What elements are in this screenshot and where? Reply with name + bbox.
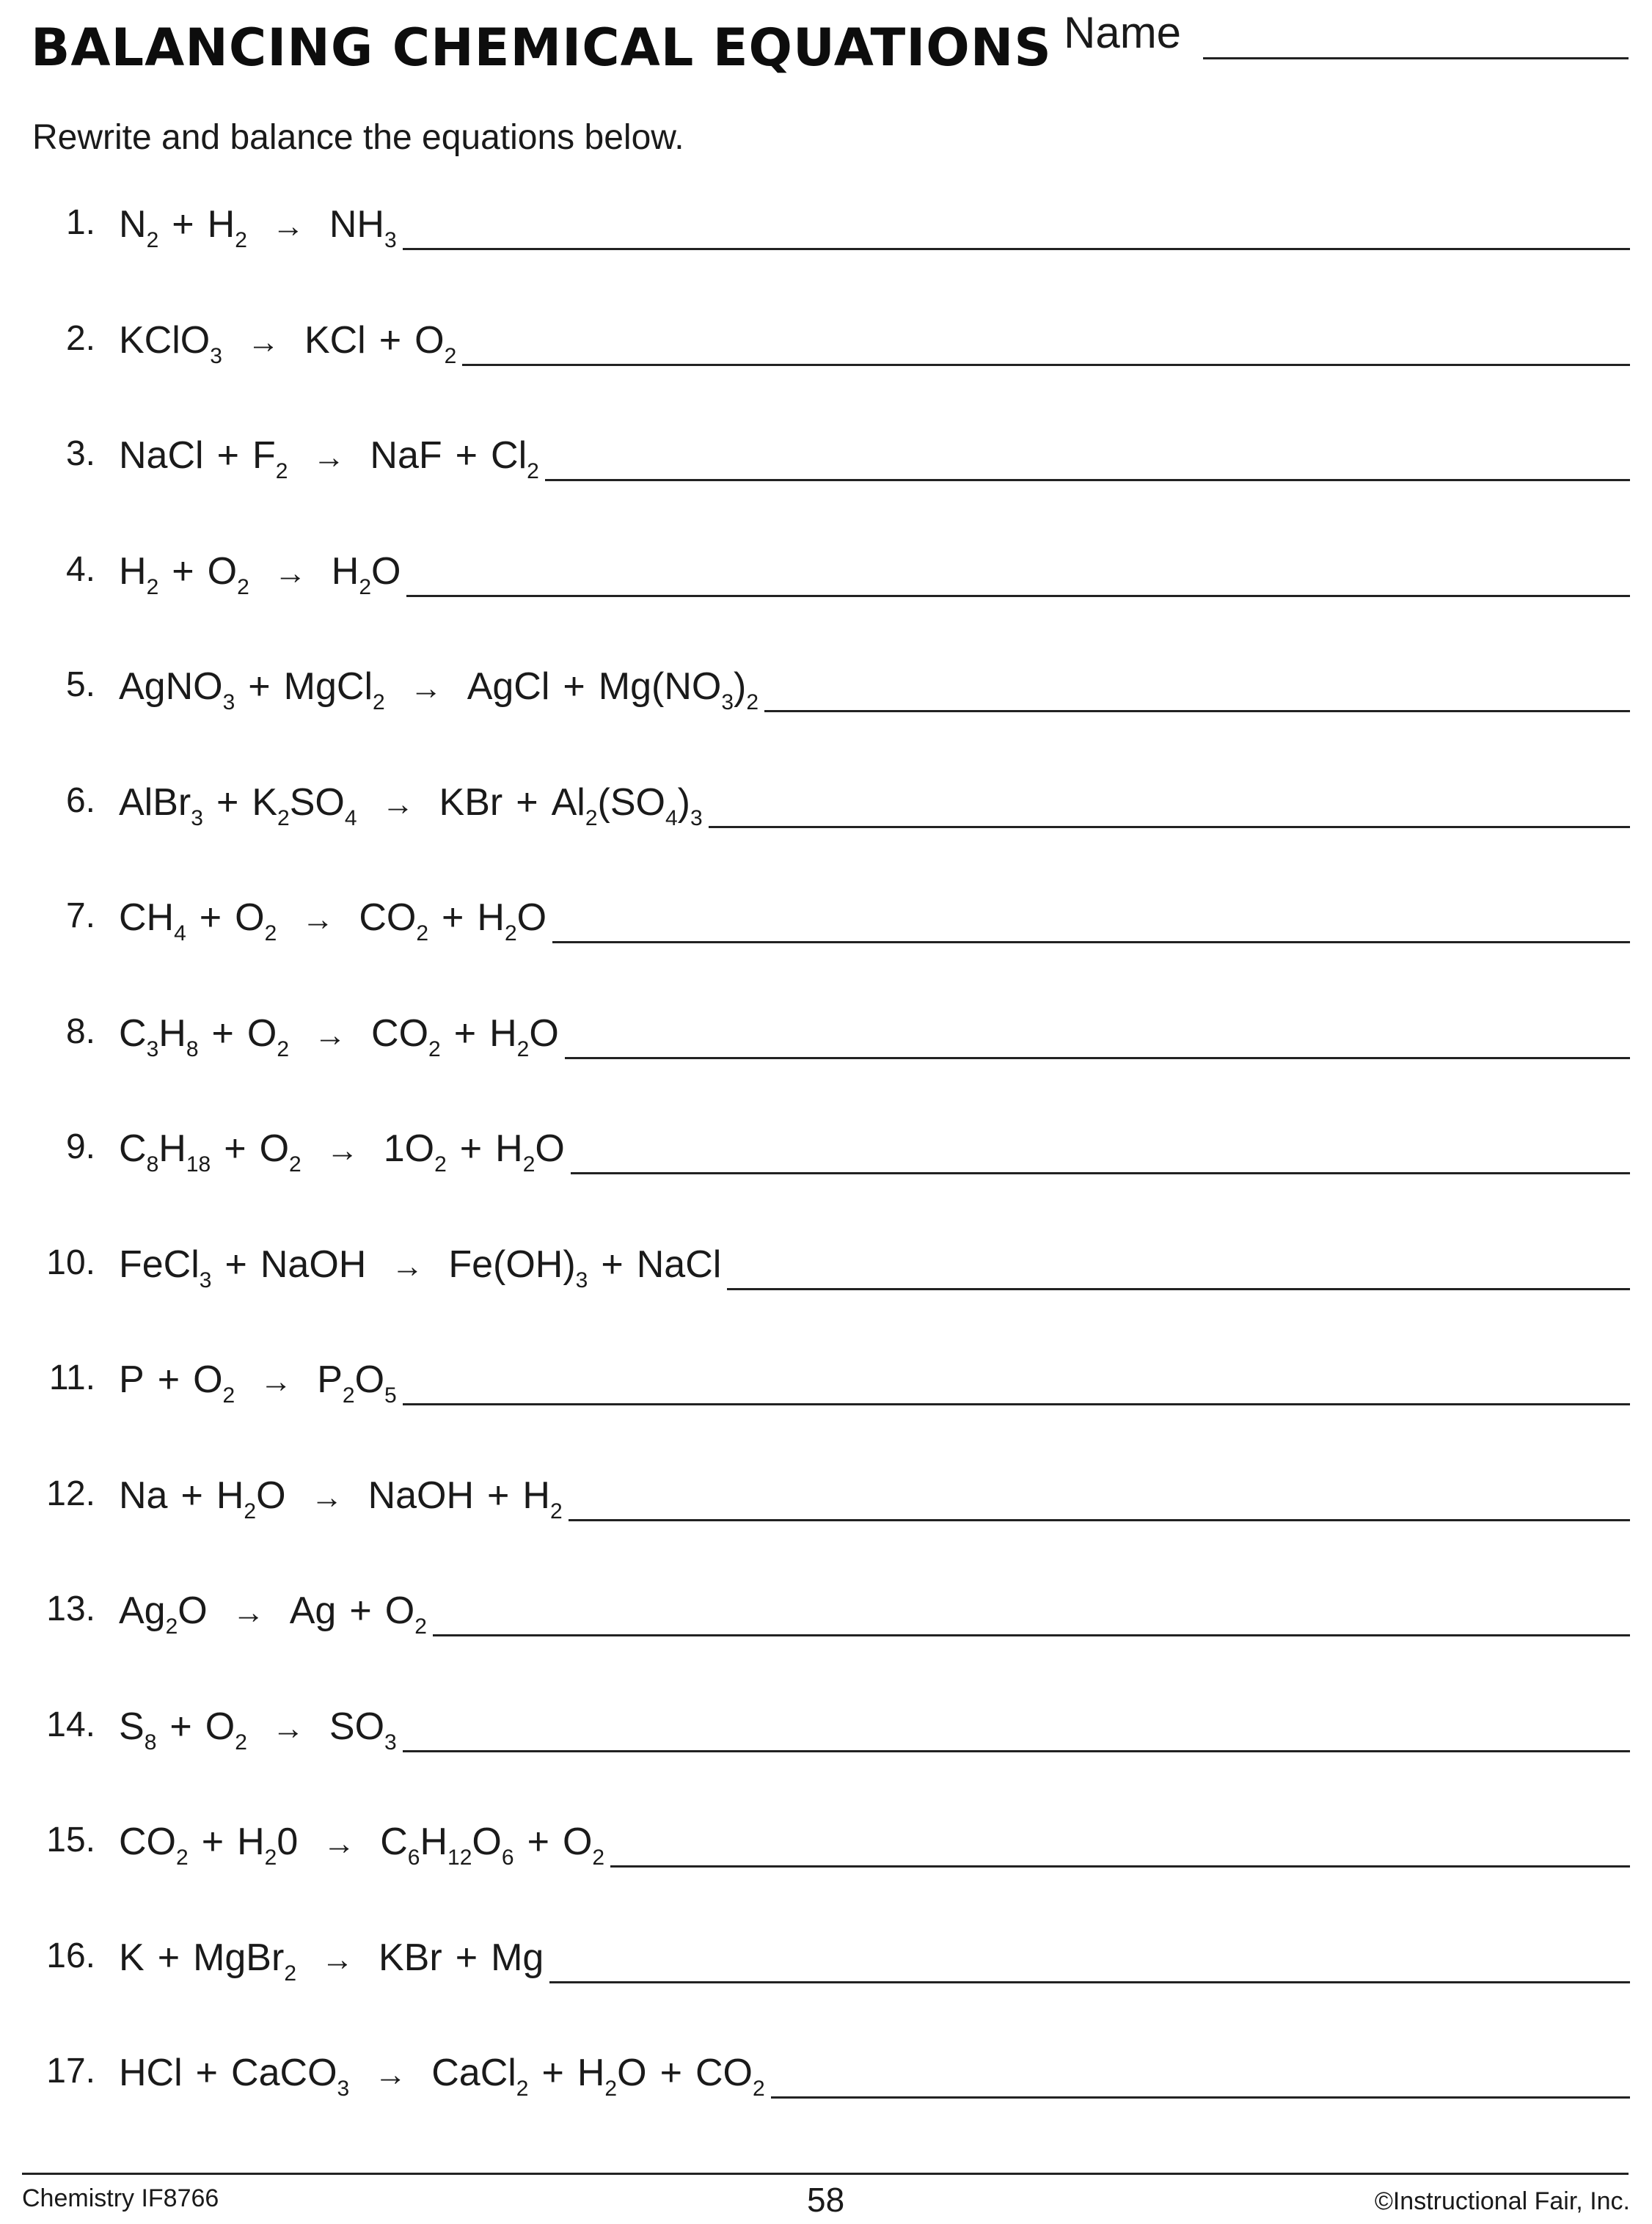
equation-number: 5. [65, 665, 95, 704]
product: CaCl$_2$ [431, 2052, 529, 2101]
equation-row [0, 308, 1652, 381]
equation-number: 8. [65, 1012, 95, 1051]
equation-row [0, 1232, 1652, 1306]
plus-sign: + [195, 2052, 219, 2094]
equation-row [0, 1810, 1652, 1883]
product: $Al_2(SO_4)_3$ [551, 781, 703, 830]
plus-sign: + [211, 1012, 234, 1055]
equation-text [119, 549, 401, 599]
reactant: $N_2$ [119, 203, 159, 252]
yields-arrow-icon: → [274, 555, 307, 591]
product: $P_2O_5$ [317, 1358, 397, 1408]
equation-number: 17. [46, 2052, 95, 2091]
reactant: AgNO$_3$ [119, 665, 235, 714]
equation-row [0, 2041, 1652, 2114]
answer-line[interactable] [727, 1288, 1630, 1290]
equation-row [0, 1001, 1652, 1075]
instructions: Rewrite and balance the equations below. [32, 118, 684, 157]
product: $Cl_2$ [491, 434, 539, 483]
answer-line[interactable] [403, 1750, 1630, 1752]
reactant: $H_2$ [119, 550, 159, 599]
answer-line[interactable] [709, 826, 1630, 828]
product: Ag [289, 1590, 337, 1632]
plus-sign: + [216, 781, 239, 824]
plus-sign: + [180, 1474, 203, 1517]
reactant: $CH_4$ [119, 896, 186, 945]
equation-row [0, 539, 1652, 612]
name-label: Name [1064, 8, 1182, 57]
equation-text [119, 202, 397, 252]
reactant: CaCO$_3$ [231, 2052, 350, 2101]
reactant: HCl [119, 2052, 183, 2094]
product: $Fe(OH)_3$ [448, 1243, 588, 1292]
yields-arrow-icon: → [301, 901, 335, 937]
yields-arrow-icon: → [271, 208, 304, 244]
product: Mg [491, 1936, 544, 1979]
equation-row [0, 192, 1652, 266]
equation-number: 9. [65, 1127, 95, 1166]
reactant: $O_2$ [193, 1358, 235, 1408]
yields-arrow-icon: → [246, 324, 279, 360]
plus-sign: + [659, 2052, 682, 2094]
equation-number: 6. [65, 781, 95, 820]
reactant: AlBr$_3$ [119, 781, 203, 830]
answer-line[interactable] [403, 1403, 1630, 1405]
page-number: 58 [807, 2181, 845, 2219]
reactant: $CO_2$ [119, 1821, 189, 1870]
product: $H_2O$ [477, 896, 547, 945]
reactant: NaCl [119, 434, 204, 477]
yields-arrow-icon: → [310, 1479, 343, 1515]
equation-row [0, 1694, 1652, 1768]
equation-number: 13. [46, 1590, 95, 1628]
plus-sign: + [442, 896, 464, 939]
product: $1O_2$ [383, 1127, 447, 1177]
answer-line[interactable] [771, 2096, 1630, 2099]
footer-rule [22, 2173, 1629, 2175]
product: $Mg(NO_3)_2$ [598, 665, 759, 714]
reactant: $O_2$ [246, 1012, 290, 1061]
plus-sign: + [601, 1243, 624, 1286]
yields-arrow-icon: → [391, 1248, 424, 1284]
product: $O_2$ [384, 1590, 427, 1639]
reactant: $O_2$ [259, 1127, 301, 1177]
equation-number: 12. [46, 1474, 95, 1513]
equation-text [119, 434, 539, 483]
plus-sign: + [455, 434, 478, 477]
product: KBr [379, 1936, 442, 1979]
answer-line[interactable] [610, 1865, 1630, 1868]
reactant: $S_8$ [119, 1705, 157, 1755]
reactant: KClO$_3$ [119, 319, 222, 368]
equation-text [119, 1589, 427, 1639]
reactant: FeCl$_3$ [119, 1243, 212, 1292]
equation-text [119, 1705, 397, 1755]
product: NaOH [368, 1474, 475, 1517]
answer-line[interactable] [462, 364, 1630, 366]
footer-copyright: ©Instructional Fair, Inc. [1374, 2187, 1630, 2215]
plus-sign: + [541, 2052, 564, 2094]
plus-sign: + [199, 896, 222, 939]
yields-arrow-icon: → [323, 1826, 356, 1862]
reactant: $H_2O$ [216, 1474, 286, 1523]
plus-sign: + [487, 1474, 510, 1517]
reactant: K [119, 1936, 145, 1979]
product: NaCl [636, 1243, 722, 1286]
product: AgCl [467, 665, 550, 708]
plus-sign: + [172, 550, 194, 593]
equation-text [119, 1358, 397, 1408]
reactant: $F_2$ [252, 434, 288, 483]
plus-sign: + [527, 1821, 549, 1863]
equation-text [119, 1820, 605, 1870]
equation-text [119, 665, 759, 714]
equation-number: 4. [65, 550, 95, 589]
answer-line[interactable] [764, 710, 1630, 712]
plus-sign: + [349, 1590, 372, 1632]
reactant: $C_8H_{18}$ [119, 1127, 211, 1177]
equation-text [119, 318, 457, 368]
reactant: MgBr$_2$ [193, 1936, 296, 1986]
equation-row [0, 654, 1652, 728]
product: $CO_2$ [695, 2052, 765, 2101]
equation-row [0, 1116, 1652, 1190]
equation-row [0, 1925, 1652, 1999]
equation-row [0, 885, 1652, 959]
product: $H_2O$ [577, 2052, 647, 2101]
yields-arrow-icon: → [326, 1133, 359, 1168]
plus-sign: + [459, 1127, 483, 1170]
plus-sign: + [169, 1705, 192, 1748]
reactant: $O_2$ [235, 896, 277, 945]
plus-sign: + [248, 665, 271, 708]
equation-number: 16. [46, 1936, 95, 1975]
product: KBr [439, 781, 503, 824]
reactant: $H_20$ [237, 1821, 299, 1870]
plus-sign: + [201, 1821, 224, 1863]
yields-arrow-icon: → [374, 2057, 407, 2093]
equation-text [119, 1127, 565, 1177]
plus-sign: + [516, 781, 538, 824]
answer-line[interactable] [406, 595, 1630, 597]
reactant: $Ag_2O$ [119, 1590, 208, 1639]
product: $H_2$ [522, 1474, 563, 1523]
equation-text [119, 1936, 544, 1986]
equation-number: 3. [65, 434, 95, 473]
equation-text [119, 896, 547, 945]
answer-line[interactable] [571, 1172, 1630, 1174]
equation-text [119, 1474, 563, 1523]
answer-line[interactable] [549, 1981, 1630, 1983]
answer-line[interactable] [403, 248, 1630, 250]
plus-sign: + [224, 1243, 247, 1286]
product: $O_2$ [562, 1821, 605, 1870]
yields-arrow-icon: → [313, 439, 346, 475]
plus-sign: + [379, 319, 402, 362]
answer-line[interactable] [569, 1519, 1630, 1521]
product: $H_2O$ [489, 1012, 559, 1061]
product: $CO_2$ [359, 896, 428, 945]
product: $H_2O$ [495, 1127, 565, 1177]
reactant: $H_2$ [207, 203, 247, 252]
equation-number: 2. [65, 319, 95, 358]
equation-number: 10. [46, 1243, 95, 1282]
name-field-line[interactable] [1203, 57, 1629, 59]
yields-arrow-icon: → [321, 1942, 354, 1978]
reactant: Na [119, 1474, 168, 1517]
product: $C_6H_{12}O_6$ [380, 1821, 514, 1870]
product: $H_2O$ [331, 550, 401, 599]
answer-line[interactable] [433, 1634, 1630, 1636]
answer-line[interactable] [545, 479, 1630, 481]
yields-arrow-icon: → [271, 1711, 304, 1746]
equation-row [0, 770, 1652, 844]
equation-number: 7. [65, 896, 95, 935]
reactant: MgCl$_2$ [283, 665, 385, 714]
equation-number: 11. [48, 1358, 95, 1397]
footer-book-code: Chemistry IF8766 [22, 2184, 219, 2212]
equation-text [119, 780, 703, 830]
equation-number: 14. [46, 1705, 95, 1744]
plus-sign: + [157, 1358, 180, 1401]
reactant: NaOH [260, 1243, 367, 1286]
plus-sign: + [563, 665, 585, 708]
equation-number: 15. [46, 1821, 95, 1859]
equation-row [0, 423, 1652, 497]
yields-arrow-icon: → [409, 670, 442, 706]
page-title: BALANCING CHEMICAL EQUATIONS [31, 18, 1052, 78]
equation-number: 1. [65, 203, 95, 242]
yields-arrow-icon: → [381, 786, 414, 822]
reactant: $O_2$ [207, 550, 249, 599]
reactant: $K_2SO_4$ [252, 781, 357, 830]
product: $SO_3$ [329, 1705, 397, 1755]
product: NaF [370, 434, 442, 477]
equation-text [119, 2051, 765, 2101]
equation-row [0, 1463, 1652, 1537]
yields-arrow-icon: → [232, 1595, 265, 1631]
equation-text [119, 1012, 559, 1061]
answer-line[interactable] [565, 1057, 1630, 1059]
equation-row [0, 1579, 1652, 1652]
reactant: P [119, 1358, 145, 1401]
product: KCl [304, 319, 366, 362]
equation-row [0, 1347, 1652, 1421]
plus-sign: + [224, 1127, 246, 1170]
answer-line[interactable] [552, 941, 1630, 943]
reactant: $O_2$ [205, 1705, 247, 1755]
plus-sign: + [216, 434, 239, 477]
plus-sign: + [157, 1936, 180, 1979]
yields-arrow-icon: → [314, 1017, 347, 1053]
product: $CO_2$ [371, 1012, 441, 1061]
equation-text [119, 1243, 722, 1292]
yields-arrow-icon: → [260, 1364, 293, 1400]
plus-sign: + [455, 1936, 478, 1979]
reactant: $C_3H_8$ [119, 1012, 199, 1061]
plus-sign: + [172, 203, 194, 246]
product: $O_2$ [414, 319, 457, 368]
product: $NH_3$ [329, 203, 397, 252]
plus-sign: + [453, 1012, 477, 1055]
